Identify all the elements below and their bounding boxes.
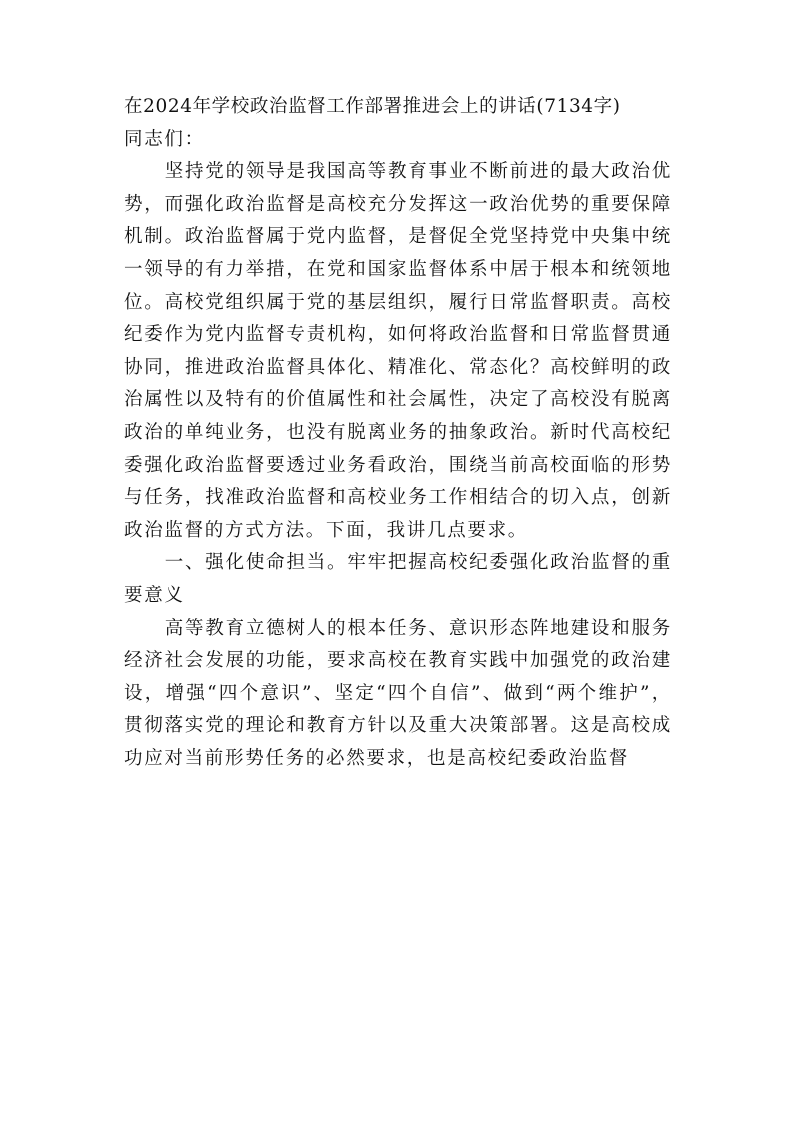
document-title: 在2024年学校政治监督工作部署推进会上的讲话(7134字) xyxy=(124,96,621,117)
section-heading-1: 一、强化使命担当。牢牢把握高校纪委强化政治监督的重要意义 xyxy=(124,552,672,606)
paragraph-section-1: 高等教育立德树人的根本任务、意识形态阵地建设和服务经济社会发展的功能，要求高校在教育实践中加强党的政治建设，增强“四个意识”、坚定“四个自信”、做到“两个维护”，贯彻落实党的理论和教育方针以及重大决策部署。这是高校成功应对当前形势任务的必然要求，也是高校纪委政治监督 xyxy=(124,617,672,769)
paragraph-intro: 坚持党的领导是我国高等教育事业不断前进的最大政治优势，而强化政治监督是高校充分发挥这一政治优势的重要保障机制。政治监督属于党内监督，是督促全党坚持党中央集中统一领导的有力举措，在党和国家监督体系中居于根本和统领地位。高校党组织属于党的基层组织，履行日常监督职责。高校纪委作为党内监督专责机构，如何将政治监督和日常监督贯通协同，推进政治监督具体化、精准化、常态化？高校鲜明的政治属性以及特有的价值属性和社会属性，决定了高校没有脱离政治的单纯业务，也没有脱离业务的抽象政治。新时代高校纪委强化政治监督要透过业务看政治，围绕当前高校面临的形势与任务，找准政治监督和高校业务工作相结合的切入点，创新政治监督的方式方法。下面，我讲几点要求。 xyxy=(124,161,672,541)
document-body xyxy=(124,91,672,775)
salutation: 同志们： xyxy=(124,128,205,150)
